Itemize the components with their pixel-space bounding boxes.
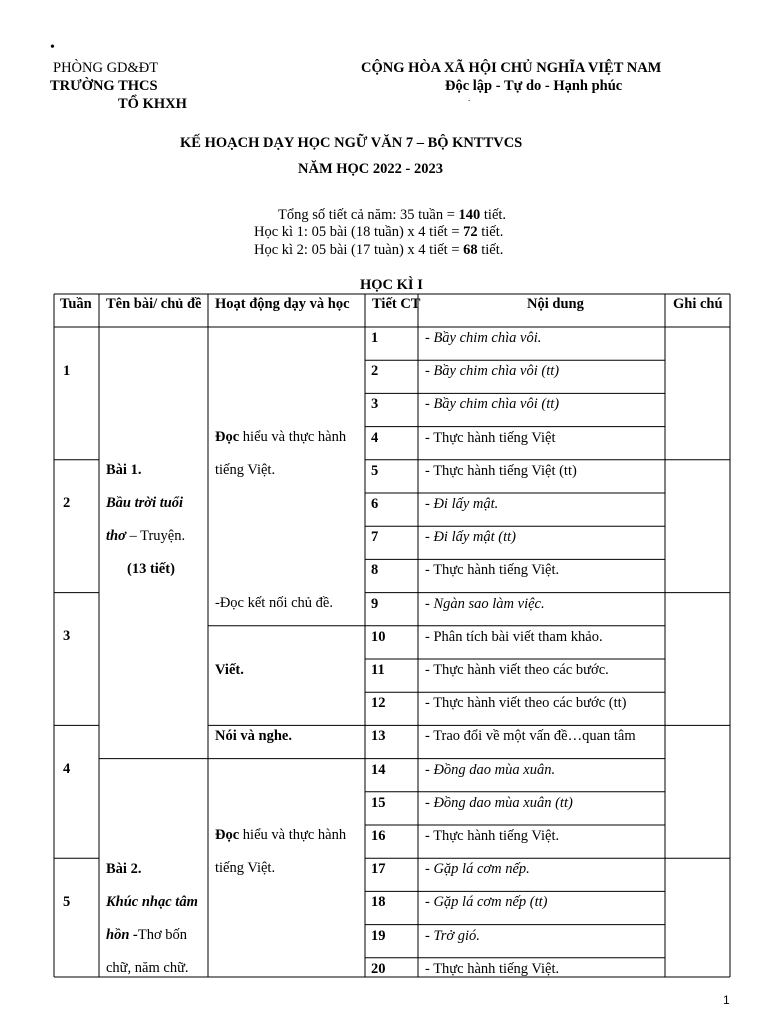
period-content: - Đồng dao mùa xuân. (425, 761, 556, 778)
period-content: - Đồng dao mùa xuân (tt) (425, 794, 573, 811)
week-number: 5 (63, 894, 71, 910)
week-number: 3 (63, 628, 71, 644)
period-number: 17 (371, 861, 386, 878)
nation-title: CỘNG HÒA XÃ HỘI CHỦ NGHĨA VIỆT NAM (361, 60, 662, 76)
col-header-activity: Hoạt động dạy và học (215, 296, 350, 312)
group-name: TỔ KHXH (118, 96, 187, 112)
period-content: - Gặp lá cơm nếp. (425, 861, 530, 878)
period-content: - Thực hành viết theo các bước. (425, 662, 609, 678)
period-content: - Đi lấy mật. (425, 496, 499, 512)
period-number: 2 (371, 363, 379, 380)
nation-motto: Độc lập - Tự do - Hạnh phúc (445, 78, 623, 94)
activity-reading-line2: tiếng Việt. (215, 462, 276, 478)
school-name: TRƯỜNG THCS (50, 78, 158, 94)
period-number: 16 (371, 828, 386, 844)
col-header-lesson: Tên bài/ chủ đề (106, 296, 202, 312)
period-content: - Ngàn sao làm việc. (425, 595, 545, 612)
motto-underline-dot: . (468, 93, 471, 103)
period-content: - Bầy chim chìa vôi (tt) (425, 363, 560, 380)
lesson-2-genre: hồn -Thơ bốn (106, 927, 187, 943)
period-number: 8 (371, 562, 379, 579)
period-number: 6 (371, 496, 379, 512)
bullet-mark: • (50, 40, 55, 55)
week-number: 1 (63, 363, 71, 379)
period-content: - Bầy chim chìa vôi. (425, 330, 542, 346)
period-number: 1 (371, 330, 379, 346)
activity-connect: -Đọc kết nối chủ đề. (215, 595, 333, 611)
period-content: - Thực hành tiếng Việt (tt) (425, 462, 577, 479)
period-number: 9 (371, 595, 379, 612)
period-number: 11 (371, 662, 385, 678)
school-year: NĂM HỌC 2022 - 2023 (298, 161, 443, 177)
period-content: - Thực hành viết theo các bước (tt) (425, 695, 627, 712)
activity-writing: Viết. (215, 662, 244, 678)
period-content: - Thực hành tiếng Việt. (425, 828, 560, 844)
activity-speaking: Nói và nghe. (215, 728, 292, 744)
col-header-notes: Ghi chú (673, 296, 723, 312)
lesson-2-title: Bài 2. (106, 861, 142, 877)
period-number: 14 (371, 761, 386, 778)
period-content: - Đi lấy mật (tt) (425, 529, 517, 546)
period-number: 5 (371, 462, 379, 479)
department-name: PHÒNG GD&ĐT (53, 60, 159, 76)
period-content: - Thực hành tiếng Việt (425, 429, 556, 446)
col-header-week: Tuần (60, 296, 92, 312)
period-content: - Trở gió. (425, 927, 480, 944)
lesson-1-periods: (13 tiết) (127, 561, 175, 577)
period-content: - Thực hành tiếng Việt. (425, 960, 560, 977)
activity-reading: Đọc hiểu và thực hành (215, 429, 347, 445)
period-number: 12 (371, 695, 386, 712)
lesson-1-genre: thơ – Truyện. (106, 528, 186, 544)
week-number: 4 (63, 761, 71, 777)
period-content: - Gặp lá cơm nếp (tt) (425, 894, 548, 911)
lesson-2-genre-line2: chữ, năm chữ. (106, 960, 189, 976)
period-content: - Bầy chim chìa vôi (tt) (425, 396, 560, 413)
activity-reading-2: Đọc hiểu và thực hành (215, 827, 347, 843)
summary-total: Tổng số tiết cả năm: 35 tuần = 140 tiết. (278, 207, 507, 223)
lesson-2-name: Khúc nhạc tâm (106, 894, 198, 910)
plan-title: KẾ HOẠCH DẠY HỌC NGỮ VĂN 7 – BỘ KNTTVCS (180, 135, 523, 151)
col-header-period: Tiết CT (372, 296, 421, 312)
period-number: 7 (371, 529, 379, 546)
period-number: 15 (371, 794, 386, 811)
col-header-content: Nội dung (527, 296, 584, 312)
period-number: 13 (371, 728, 386, 745)
period-content: - Trao đổi về một vấn đề…quan tâm (425, 728, 636, 745)
period-number: 19 (371, 927, 386, 944)
period-number: 4 (371, 429, 379, 446)
period-content: - Phân tích bài viết tham khảo. (425, 628, 603, 645)
period-number: 20 (371, 960, 386, 977)
lesson-1-name: Bầu trời tuổi (106, 495, 184, 511)
period-number: 3 (371, 396, 379, 413)
period-content: - Thực hành tiếng Việt. (425, 562, 560, 579)
week-number: 2 (63, 495, 71, 511)
lesson-1-title: Bài 1. (106, 462, 142, 478)
period-number: 18 (371, 894, 386, 911)
period-number: 10 (371, 628, 386, 645)
activity-reading-2-line2: tiếng Việt. (215, 860, 276, 876)
summary-semester-2: Học kì 2: 05 bài (17 tuàn) x 4 tiết = 68 tiết. (254, 242, 504, 258)
page-number: 1 (723, 993, 730, 1007)
semester-heading: HỌC KÌ I (360, 277, 423, 293)
summary-semester-1: Học kì 1: 05 bài (18 tuần) x 4 tiết = 72 tiết. (254, 224, 504, 240)
